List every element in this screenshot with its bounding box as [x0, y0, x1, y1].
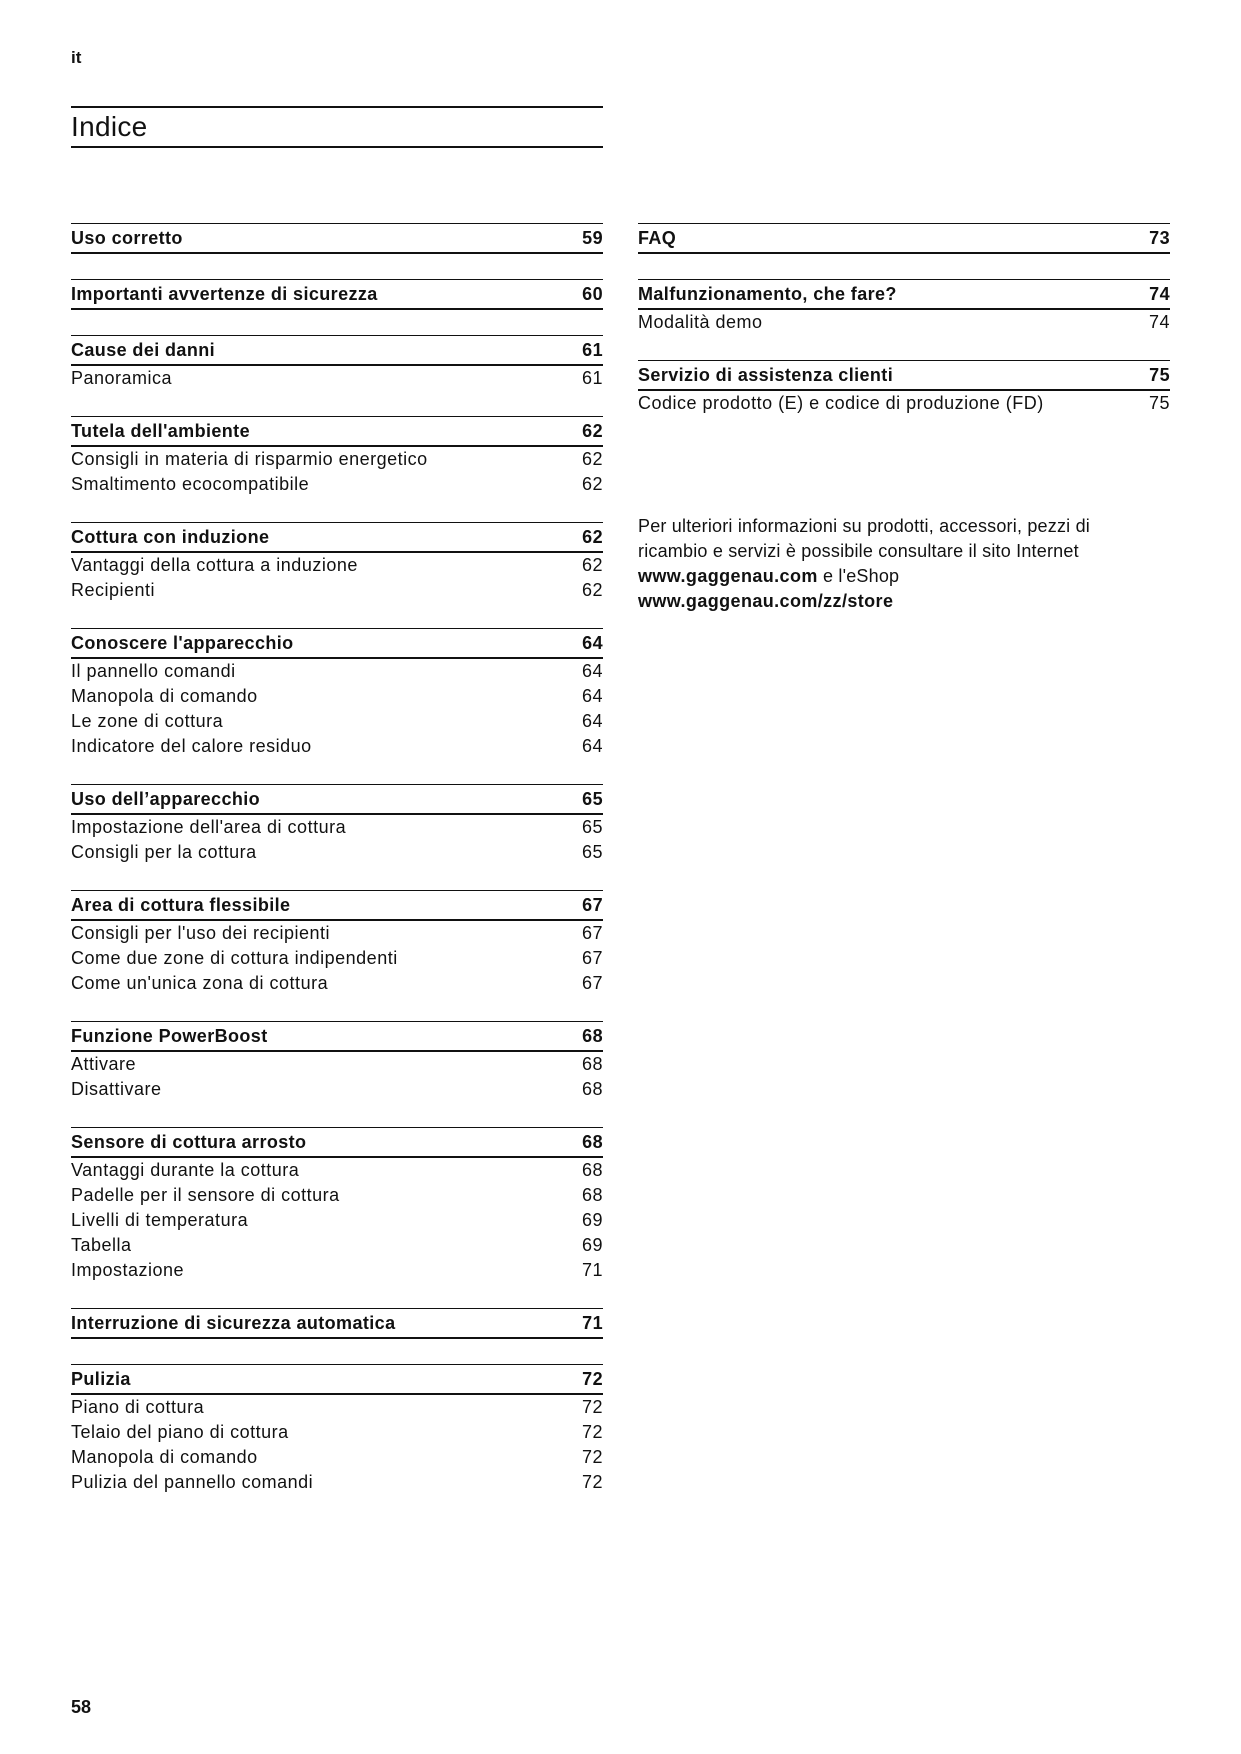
toc-section — [71, 784, 603, 865]
toc-section — [71, 1308, 603, 1339]
toc-entry[interactable] — [71, 1183, 603, 1208]
toc-entry-title: Disattivare — [71, 1079, 162, 1099]
toc-entry[interactable] — [71, 553, 603, 578]
toc-entry-title: Attivare — [71, 1054, 137, 1074]
toc-section — [638, 360, 1170, 416]
toc-entry[interactable] — [71, 946, 603, 971]
toc-section-heading[interactable] — [71, 279, 603, 310]
toc-entry-page: 67 — [581, 948, 603, 968]
toc-entry-title: Tabella — [71, 1235, 132, 1255]
toc-right-column — [638, 223, 1170, 441]
toc-section — [71, 416, 603, 497]
toc-section-heading[interactable] — [71, 335, 603, 366]
toc-entry[interactable] — [71, 578, 603, 603]
info-line-3 — [638, 564, 1178, 589]
toc-section — [71, 1021, 603, 1102]
toc-entry-title: Le zone di cottura — [71, 711, 224, 731]
toc-entry[interactable] — [71, 840, 603, 865]
toc-section-heading[interactable] — [71, 416, 603, 447]
toc-section — [71, 335, 603, 391]
toc-heading-title: Conoscere l'apparecchio — [71, 632, 294, 653]
toc-entry-page: 61 — [581, 368, 603, 388]
toc-entry-title: Consigli per l'uso dei recipienti — [71, 923, 331, 943]
toc-entry-title: Telaio del piano di cottura — [71, 1422, 289, 1442]
toc-entry-page: 64 — [581, 736, 603, 756]
toc-entry-page: 64 — [581, 661, 603, 681]
toc-entry-title: Padelle per il sensore di cottura — [71, 1185, 340, 1205]
toc-entry[interactable] — [71, 1077, 603, 1102]
toc-heading-title: Malfunzionamento, che fare? — [638, 283, 897, 304]
toc-entry-title: Impostazione dell'area di cottura — [71, 817, 347, 837]
toc-heading-title: Uso corretto — [71, 227, 183, 248]
toc-section-heading[interactable] — [638, 223, 1170, 254]
toc-entry-page: 67 — [581, 923, 603, 943]
toc-entry-title: Vantaggi della cottura a induzione — [71, 555, 358, 575]
toc-entry-page: 69 — [581, 1235, 603, 1255]
toc-heading-page: 60 — [582, 283, 603, 304]
page-title: Indice — [71, 111, 148, 142]
toc-section-heading[interactable] — [71, 1021, 603, 1052]
toc-entry-page: 68 — [581, 1079, 603, 1099]
toc-entry-title: Piano di cottura — [71, 1397, 205, 1417]
toc-heading-title: FAQ — [638, 227, 677, 248]
toc-heading-title: Interruzione di sicurezza automatica — [71, 1312, 396, 1333]
toc-entry[interactable] — [71, 709, 603, 734]
toc-heading-page: 68 — [582, 1131, 603, 1152]
website-link[interactable]: www.gaggenau.com — [638, 566, 818, 586]
toc-entry-page: 67 — [581, 973, 603, 993]
toc-entry-page: 69 — [581, 1210, 603, 1230]
info-line-2: ricambio e servizi è possibile consultare il sito Internet — [638, 541, 1079, 561]
toc-heading-title: Tutela dell'ambiente — [71, 420, 250, 441]
info-connector: e l'eShop — [817, 566, 900, 586]
toc-section-heading[interactable] — [71, 223, 603, 254]
toc-entry[interactable] — [71, 1395, 603, 1420]
toc-entry[interactable] — [71, 472, 603, 497]
toc-entry-page: 65 — [581, 842, 603, 862]
toc-entry[interactable] — [71, 1233, 603, 1258]
toc-heading-page: 73 — [1149, 227, 1170, 248]
toc-section-heading[interactable] — [638, 360, 1170, 391]
toc-entry-title: Il pannello comandi — [71, 661, 236, 681]
toc-entry[interactable] — [71, 1208, 603, 1233]
toc-entry-page: 68 — [581, 1185, 603, 1205]
toc-heading-title: Pulizia — [71, 1368, 131, 1389]
toc-heading-page: 72 — [582, 1368, 603, 1389]
toc-entry[interactable] — [71, 447, 603, 472]
toc-entry[interactable] — [71, 815, 603, 840]
toc-section — [71, 1127, 603, 1283]
toc-heading-page: 61 — [582, 339, 603, 360]
toc-entry-title: Panoramica — [71, 368, 173, 388]
toc-heading-page: 71 — [582, 1312, 603, 1333]
toc-section-heading[interactable] — [71, 522, 603, 553]
toc-entry[interactable] — [638, 310, 1170, 335]
toc-entry-page: 75 — [1148, 393, 1170, 413]
toc-section-heading[interactable] — [71, 1127, 603, 1158]
info-line-4 — [638, 589, 1178, 614]
toc-section-heading[interactable] — [71, 628, 603, 659]
toc-entry[interactable] — [71, 1470, 603, 1495]
toc-section — [71, 628, 603, 759]
toc-heading-page: 65 — [582, 788, 603, 809]
toc-heading-page: 64 — [582, 632, 603, 653]
toc-entry[interactable] — [71, 659, 603, 684]
toc-heading-page: 74 — [1149, 283, 1170, 304]
toc-section-heading[interactable] — [71, 890, 603, 921]
toc-entry[interactable] — [71, 1420, 603, 1445]
toc-entry-title: Vantaggi durante la cottura — [71, 1160, 300, 1180]
toc-heading-title: Cause dei danni — [71, 339, 216, 360]
toc-entry[interactable] — [71, 1052, 603, 1077]
toc-entry-title: Manopola di comando — [71, 1447, 258, 1467]
title-block — [71, 106, 603, 148]
toc-entry-page: 65 — [581, 817, 603, 837]
toc-entry[interactable] — [71, 921, 603, 946]
toc-section-heading[interactable] — [71, 1364, 603, 1395]
toc-entry-page: 64 — [581, 711, 603, 731]
toc-entry[interactable] — [71, 1445, 603, 1470]
toc-heading-title: Cottura con induzione — [71, 526, 270, 547]
info-paragraph — [638, 514, 1178, 614]
toc-entry-title: Consigli in materia di risparmio energetico — [71, 449, 428, 469]
toc-heading-page: 59 — [582, 227, 603, 248]
toc-section — [71, 223, 603, 254]
toc-entry[interactable] — [71, 366, 603, 391]
toc-entry-title: Pulizia del pannello comandi — [71, 1472, 314, 1492]
toc-heading-title: Servizio di assistenza clienti — [638, 364, 894, 385]
toc-entry-title: Come un'unica zona di cottura — [71, 973, 329, 993]
toc-entry-page: 62 — [581, 474, 603, 494]
toc-entry-title: Smaltimento ecocompatibile — [71, 474, 310, 494]
language-code: it — [71, 48, 82, 67]
toc-entry-page: 62 — [581, 449, 603, 469]
toc-entry[interactable] — [71, 1258, 603, 1283]
toc-entry-page: 72 — [581, 1422, 603, 1442]
toc-section — [71, 890, 603, 996]
toc-section-heading[interactable] — [638, 279, 1170, 310]
toc-entry[interactable] — [71, 734, 603, 759]
toc-section — [71, 1364, 603, 1495]
toc-entry-title: Impostazione — [71, 1260, 185, 1280]
toc-heading-title: Sensore di cottura arrosto — [71, 1131, 307, 1152]
toc-entry-page: 68 — [581, 1160, 603, 1180]
toc-heading-title: Area di cottura flessibile — [71, 894, 291, 915]
toc-heading-title: Importanti avvertenze di sicurezza — [71, 283, 378, 304]
toc-heading-page: 62 — [582, 526, 603, 547]
toc-entry-page: 72 — [581, 1397, 603, 1417]
toc-entry-title: Recipienti — [71, 580, 156, 600]
info-line-1: Per ulteriori informazioni su prodotti, accessori, pezzi di — [638, 516, 1090, 536]
toc-heading-page: 67 — [582, 894, 603, 915]
toc-entry-title: Come due zone di cottura indipendenti — [71, 948, 398, 968]
toc-heading-title: Uso dell’apparecchio — [71, 788, 261, 809]
toc-section — [71, 279, 603, 310]
toc-entry[interactable] — [71, 1158, 603, 1183]
toc-entry-page: 72 — [581, 1472, 603, 1492]
toc-entry-title: Modalità demo — [638, 312, 763, 332]
toc-section — [638, 223, 1170, 254]
toc-section-heading[interactable] — [71, 784, 603, 815]
toc-section-heading[interactable] — [71, 1308, 603, 1339]
eshop-link[interactable]: www.gaggenau.com/zz/store — [638, 591, 894, 611]
toc-entry[interactable] — [71, 971, 603, 996]
toc-entry[interactable] — [638, 391, 1170, 416]
toc-entry-page: 62 — [581, 580, 603, 600]
toc-entry-title: Codice prodotto (E) e codice di produzione (FD) — [638, 393, 1044, 413]
toc-entry-page: 74 — [1148, 312, 1170, 332]
toc-entry-page: 72 — [581, 1447, 603, 1467]
toc-heading-page: 62 — [582, 420, 603, 441]
toc-entry[interactable] — [71, 684, 603, 709]
toc-entry-page: 62 — [581, 555, 603, 575]
toc-entry-page: 64 — [581, 686, 603, 706]
toc-entry-page: 71 — [581, 1260, 603, 1280]
toc-section — [638, 279, 1170, 335]
toc-entry-page: 68 — [581, 1054, 603, 1074]
toc-section — [71, 522, 603, 603]
toc-heading-page: 68 — [582, 1025, 603, 1046]
toc-entry-title: Indicatore del calore residuo — [71, 736, 312, 756]
toc-entry-title: Livelli di temperatura — [71, 1210, 249, 1230]
toc-entry-title: Consigli per la cottura — [71, 842, 257, 862]
toc-heading-page: 75 — [1149, 364, 1170, 385]
toc-entry-title: Manopola di comando — [71, 686, 258, 706]
toc-heading-title: Funzione PowerBoost — [71, 1025, 268, 1046]
page-number: 58 — [71, 1697, 92, 1717]
toc-left-column — [71, 223, 603, 1520]
